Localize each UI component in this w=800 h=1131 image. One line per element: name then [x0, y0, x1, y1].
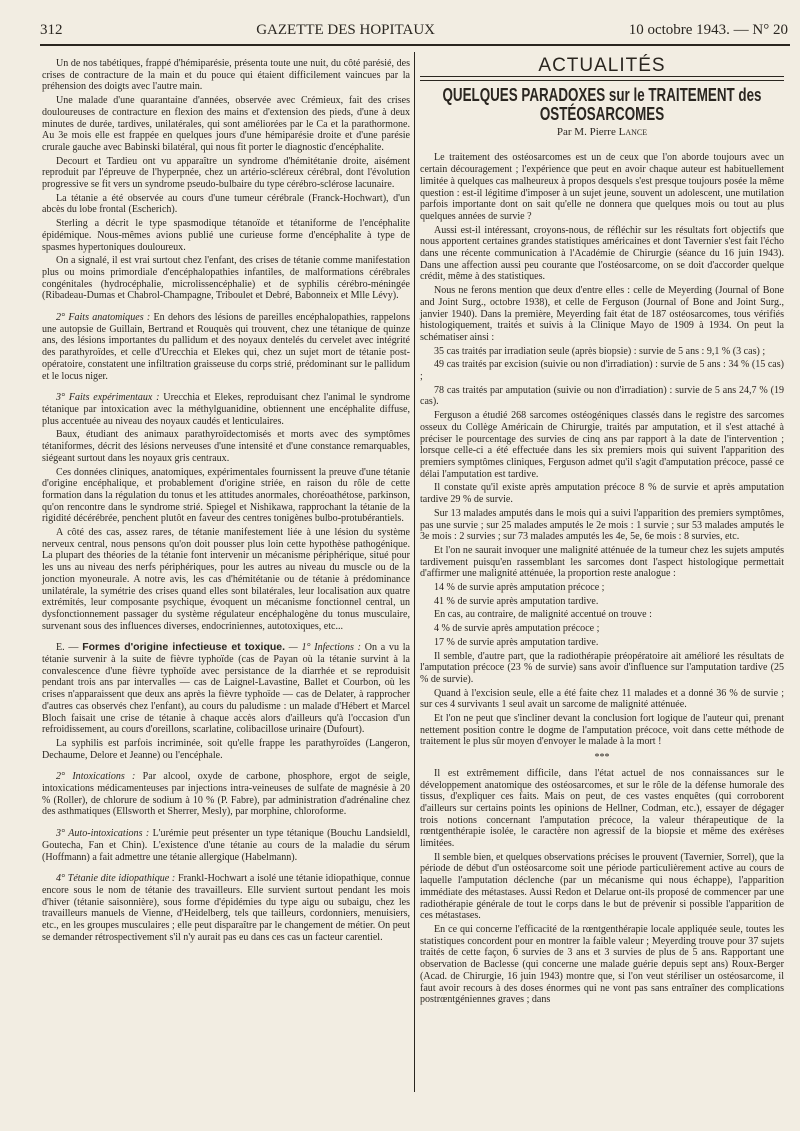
paragraph: A côté des cas, assez rares, de tétanie manifestement liée à une lésion du système nerveux central, nous pensons qu'on doit pousser plus loin cette hypothèse pathogénique. La plupart des théories de la tétanie font intervenir un mécanisme périphérique, situé pour les uns au niveau des nerfs périphériques, pour les autres au niveau du muscle ou de la jonction myoneurale. A notre avis, les cas d'hémitétanie ou de tétanie à prédominance unilatérale, la symétrie des crises quand elles sont bilatérales, leur localisation aux quatre extrémités, leur composante psychique, évoquent un mécanisme fonctionnel central, un dysfonctionnement passager du système régulateur encéphalogène du tonus musculaire, survenant sous des influences diverses, endocriniennes, autotoxiques, etc...	[42, 527, 410, 632]
page-header	[40, 22, 788, 44]
rubric-title: ACTUALITÉS	[538, 55, 666, 76]
article-author: Par M. Pierre Lance	[556, 125, 648, 138]
section-title: Formes d'origine infectieuse et toxique.	[82, 641, 286, 654]
statistic-line: 4 % de survie après amputation précoce ;	[434, 623, 600, 635]
issue-date: 10 octobre 1943. — N° 20	[628, 22, 788, 38]
column-divider	[414, 52, 415, 1092]
paragraph: Il constate qu'il existe après amputation précoce 8 % de survie et après amputation tardive 29 % de survie.	[420, 482, 784, 506]
paragraph: Il est extrêmement difficile, dans l'état actuel de nos connaissances sur le développement anatomique des ostéosarcomes, et sur le rôle de la défense humorale des tissus, d'expliquer ces faits. Mais on peut, de ces vastes enquêtes (qui corroborent d'ailleurs sur certains points les opinions de Hellner, Codman, etc.), essayer de dégager trois notions concernant l'amputation précoce, la valeur thérapeutique de la rœntgenthérapie isolée, le caractère non agressif de la biopsie et même des exérèses limitées.	[420, 767, 784, 850]
paragraph: 2° Faits anatomiques : En dehors des lésions de pareilles encéphalopathies, rappelons une autopsie de Guillain, Bertrand et Rouquès qui trouvent, chez une tétanique de quinze ans, des lésions importantes du pallidum et des noyaux dentelés du cervelet avec intégrité des parathyroïdes, et celle d'Urecchia et Elekes qui, chez un sujet mort de tétanie post-opératoire, constatent une infiltration graisseuse du corps strié, prédominant sur le pallidum et le locus niger.	[42, 312, 411, 382]
paragraph: Baux, étudiant des animaux parathyroïdectomisés et morts avec des symptômes tétaniformes, décrit des lésions nerveuses d'une intensité et d'une constance remarquables, siégeant surtout dans les noyaux gris centraux.	[42, 429, 410, 464]
paragraph-label: 2° Intoxications :	[56, 771, 136, 783]
paragraph-label: 3° Auto-intoxications :	[56, 828, 150, 840]
paragraph: La syphilis est parfois incriminée, soit qu'elle frappe les parathyroïdes (Langeron, Dechaume, Delore et Jeanne) ou l'encéphale.	[42, 737, 410, 761]
paragraph-label: 2° Faits anatomiques :	[56, 312, 151, 324]
statistic-line: 78 cas traités par amputation (suivie ou non d'irradiation) : survie de 5 ans 24,7 % (19 cas).	[420, 384, 784, 408]
paragraph: 3° Faits expérimentaux : Urecchia et Elekes, reproduisant chez l'animal le syndrome tétanique par intoxication avec la méthylguanidine, obtiennent une encéphalite diffuse, plus accentuée au niveau des noyaux caudés et lenticulaires.	[42, 392, 411, 427]
section-letter: E. —	[56, 642, 83, 654]
paragraph: Sterling a décrit le type spasmodique tétanoïde et tétaniforme de l'encéphalite épidémique. Nous-mêmes avions publié une curieuse forme d'encéphalite à type de spasmes hypertoniques douloureux.	[42, 218, 410, 253]
paragraph: Le traitement des ostéosarcomes est un de ceux que l'on aborde toujours avec un certain découragement ; l'expérience que peut en avoir chaque auteur est habituellement limitée à quelques cas malheureux à propos desquels s'est presque toujours posée la même question : est-il légitime d'imposer à un sujet jeune, souvent un adolescent, une mutilation parfois importante dont on sait qu'elle ne donnera que quelques mois ou tout au plus quelques années de survie ?	[420, 152, 784, 222]
paragraph: Il semble, d'autre part, que la radiothérapie préopératoire ait amélioré les résultats de l'amputation précoce (23 % de survie) sans avoir d'influence sur l'amputation tardive (25 % de survie).	[420, 650, 784, 685]
statistic-line: 14 % de survie après amputation précoce ;	[434, 582, 605, 594]
paragraph: Sur 13 malades amputés dans le mois qui a suivi l'apparition des premiers symptômes, pas une survie ; sur 25 malades amputés le 2e mois : 1 survie ; sur 53 malades amputés le 3e mois : 2 survies ; sur 73 malades amputés les 4e, 5e, 6e mois : 8 survies, etc.	[420, 507, 784, 543]
paragraph: Il semble bien, et quelques observations précises le prouvent (Tavernier, Sorrel), que la période de début d'un ostéosarcome soit une période particulièrement active au cours de laquelle l'amputation déclenche (par un mécanisme qui nous échappe), l'apparition immédiate des métastases. Aussi Redon et Delarue ont-ils proposé de commencer par une radiothérapie générale de tout le corps dans le but de prévenir si possible l'apparition de ces métastases.	[420, 851, 784, 922]
paragraph: Aussi est-il intéressant, croyons-nous, de réfléchir sur les résultats fort objectifs que nous apportent certaines grandes statistiques américaines et dont Tavernier s'est fait l'écho dans une récente communication à l'Académie de Chirurgie (séance du 16 juin 1943). Dans une affection aussi peu courante que l'ostéosarcome, on se doit d'accorder quelque crédit, même à des statistiques.	[420, 224, 784, 283]
header-rule	[40, 44, 790, 46]
statistic-line: 35 cas traités par irradiation seule (après biopsie) : survie de 5 ans : 9,1 % (3 cas) ;	[434, 345, 766, 357]
article-title: QUELQUES PARADOXES sur le TRAITEMENT des OSTÉOSARCOMES	[442, 84, 762, 124]
paragraph-label: 3° Faits expérimentaux :	[56, 392, 160, 404]
paragraph: Quand à l'excision seule, elle a été faite chez 11 malades et a donné 36 % de survie ; sur ces 4 survivants 1 seul avait un sarcome de malignité atténuée.	[420, 687, 784, 711]
paragraph-label: — 1° Infections :	[285, 642, 361, 654]
paragraph: Et l'on ne saurait invoquer une malignité atténuée de la tumeur chez les sujets amputés tardivement puisqu'en rassemblant les sarcomes dont l'aspect histologique permettait d'affirmer une malignité atténuée, la proportion reste analogue :	[420, 544, 784, 580]
paragraph: Une malade d'une quarantaine d'années, observée avec Crémieux, fait des crises douloureuses de contracture en flexion des mains et d'extension des pieds, d'une à deux minutes de durée, tardives, unilatérales, qui sont améliorées par le Ca et la parathormone. Au 3e mois elle est frappée en quelques jours d'une hémiparésie droite et d'une parésie crurale gauche avec Babinski bilatéral, qui nous fit porter le diagnostic d'encéphalite.	[42, 95, 410, 153]
paragraph: La tétanie a été observée au cours d'une tumeur cérébrale (Franck-Hochwart), d'un abcès du lobe frontal (Escherich).	[42, 192, 410, 216]
paragraph-label: 4° Tétanie dite idiopathique :	[56, 873, 176, 885]
journal-title: GAZETTE DES HOPITAUX	[256, 22, 435, 38]
statistic-line: 17 % de survie après amputation tardive.	[434, 636, 599, 648]
paragraph: On a signalé, il est vrai surtout chez l'enfant, des crises de tétanie comme manifestation plus ou moins primordiale d'encéphalopathies infantiles, de malformations cérébrales congénitales (hydrocéphalie, microlissencéphalie) et de syphilis cérébro-méningée (Ribadeau-Dumas et Chabrol-Champagne, Triboulet et Debré, Babonneix et Mlle Lévy).	[42, 255, 410, 302]
paragraph: Nous ne ferons mention que deux d'entre elles : celle de Meyerding (Journal of Bone and Joint Surg., octobre 1938), et celle de Ferguson (Journal of Bone and Joint Surg., janvier 1940). Dans la première, Meyerding fait état de 187 ostéosarcomes, tous vérifiés histologiquement, traités et suivis à la Clinique Mayo de 1909 à 1934. On peut la schématiser ainsi :	[420, 285, 784, 343]
section-paragraph: E. — Formes d'origine infectieuse et toxique. — 1° Infections : On a vu la tétanie survenir à la suite de fièvre typhoïde (cas de Payan où la tétanie survint à la convalescence d'une fièvre typhoïde avec persistance de la diarrhée et se reproduisit pendant trois ans par intervalles — cas de Laignel-Lavastine, Ballet et Courbon, où les crises n'apparaissent que deux ans après la fièvre typhoïde — cas de Delater, à rapprocher d'autres cas observés chez l'enfant), au cours du paludisme : un malade d'Hébert et Marcel Bloch faisait une crise de tétanie à chaque accès alors d'ailleurs qu'à l'occasion d'un refroidissement, au cours d'oreillons, scarlatine, colibacillose urinaire (Dufourt).	[42, 641, 410, 736]
paragraph: Ferguson a étudié 268 sarcomes ostéogéniques classés dans le registre des sarcomes osseux du Collège Américain de Chirurgie, traités par amputation, et il s'est attaché à préciser le pourcentage des survies de cinq ans par rapport à la date de l'intervention ; lorsque celle-ci a été effectuée dans les six premiers mois qui suivent l'apparition des premiers symptômes cliniques, Ferguson admet qu'il s'agit d'amputation précoce, passé ce délai l'amputation est tardive.	[420, 410, 784, 480]
paragraph: 4° Tétanie dite idiopathique : Frankl-Hochwart a isolé une tétanie idiopathique, connue encore sous le nom de tétanie des travailleurs. Elle survient surtout pendant les mois d'hiver (tétanie saisonnière), sous forme d'épidémies du type aigu ou subaigu, chez les travailleurs manuels de Vienne, d'Heidelberg, tels que tailleurs, cordonniers, menuisiers, etc., en les groupes musculaires ; elle peut disparaître par le changement de métier. On peut se demander rétrospectivement s'il n'y aurait pas eu dans ces cas un facteur carentiel.	[42, 873, 410, 943]
statistic-line: 41 % de survie après amputation tardive.	[434, 595, 599, 607]
paragraph: 3° Auto-intoxications : L'urémie peut présenter un type tétanique (Bouchu Landsieldl, Goutecha, Fan et Chin). L'existence d'une tétanie au cours de la maladie du sérum (Hoffmann) a fait admettre une tétanie allergique (Habelmann).	[42, 828, 410, 863]
paragraph: En ce qui concerne l'efficacité de la rœntgenthérapie locale appliquée seule, toutes les statistiques concordent pour en montrer la faible valeur ; Meyerding trouve pour 37 sujets traités de cette façon, 6 survies de 3 ans et 3 survies de plus de 5 ans. Rapportant une observation de Baclesse (qui concerne une malade guérie depuis sept ans) Roux-Berger (Acad. de Chirurgie, 16 juin 1943) montre que, si l'on veut stériliser un ostéosarcome, il faut avoir recours à des doses énormes qui ne vont pas sans entraîner des complications postrœntgéniennes graves ; dans	[420, 924, 784, 1006]
paragraph: Decourt et Tardieu ont vu apparaître un syndrome d'hémitétanie droite, aisément reproduit par l'épreuve de l'hyperpnée, chez un artério-scléreux cérébral, dont l'évolution progressive se fit vers un syndrome pseudo-bulbaire du type cérébro-sclérose lacunaire.	[42, 155, 410, 191]
paragraph: Un de nos tabétiques, frappé d'hémiparésie, présenta toute une nuit, du côté parésié, des crises de contracture de la main et du pouce qui étaient difficilement vaincues par la préhension des doigts avec l'autre main.	[42, 58, 410, 93]
paragraph: Et l'on ne peut que s'incliner devant la conclusion fort logique de l'auteur qui, prenant nettement position contre le dogme de l'amputation précoce, voit dans cette méthode de traitement le plus sûr moyen d'envoyer le malade à la mort !	[420, 713, 784, 748]
section-separator-stars: ***	[594, 752, 610, 764]
page-number: 312	[40, 22, 63, 38]
paragraph: 2° Intoxications : Par alcool, oxyde de carbone, phosphore, ergot de seigle, intoxications médicamenteuses par injections intra-veineuses de sulfate de magnésie à 20 % (Roller), de chlorure de sodium à 10 % (P. Fabre), par administration d'adrénaline chez des asthmatiques (Ellsworth et Sherrer, Mesly), par morphine, chloroforme.	[42, 771, 410, 818]
left-column	[42, 58, 410, 946]
author-name: Lance	[618, 125, 648, 138]
right-column	[420, 54, 784, 1008]
statistic-line: 49 cas traités par excision (suivie ou non d'irradiation) : survie de 5 ans : 34 % (15 cas) ;	[420, 359, 784, 383]
paragraph: Ces données cliniques, anatomiques, expérimentales fournissent la preuve d'une tétanie d'origine encéphalique, et probablement d'origine striée, en raison du rôle de cette formation dans la régulation du tonus et les attitudes anormales, choréoathétose, parkinson, qu'on rencontre dans le syndrome strié. Spiegel et Nishikawa, rapprochant la tétanie de la rigidité décérébrée, penchent plutôt en faveur des centres tonigènes bulbo-protubérantiels.	[42, 466, 410, 525]
paragraph: En cas, au contraire, de malignité accentué on trouve :	[434, 609, 652, 621]
rubric-rule	[420, 76, 784, 81]
